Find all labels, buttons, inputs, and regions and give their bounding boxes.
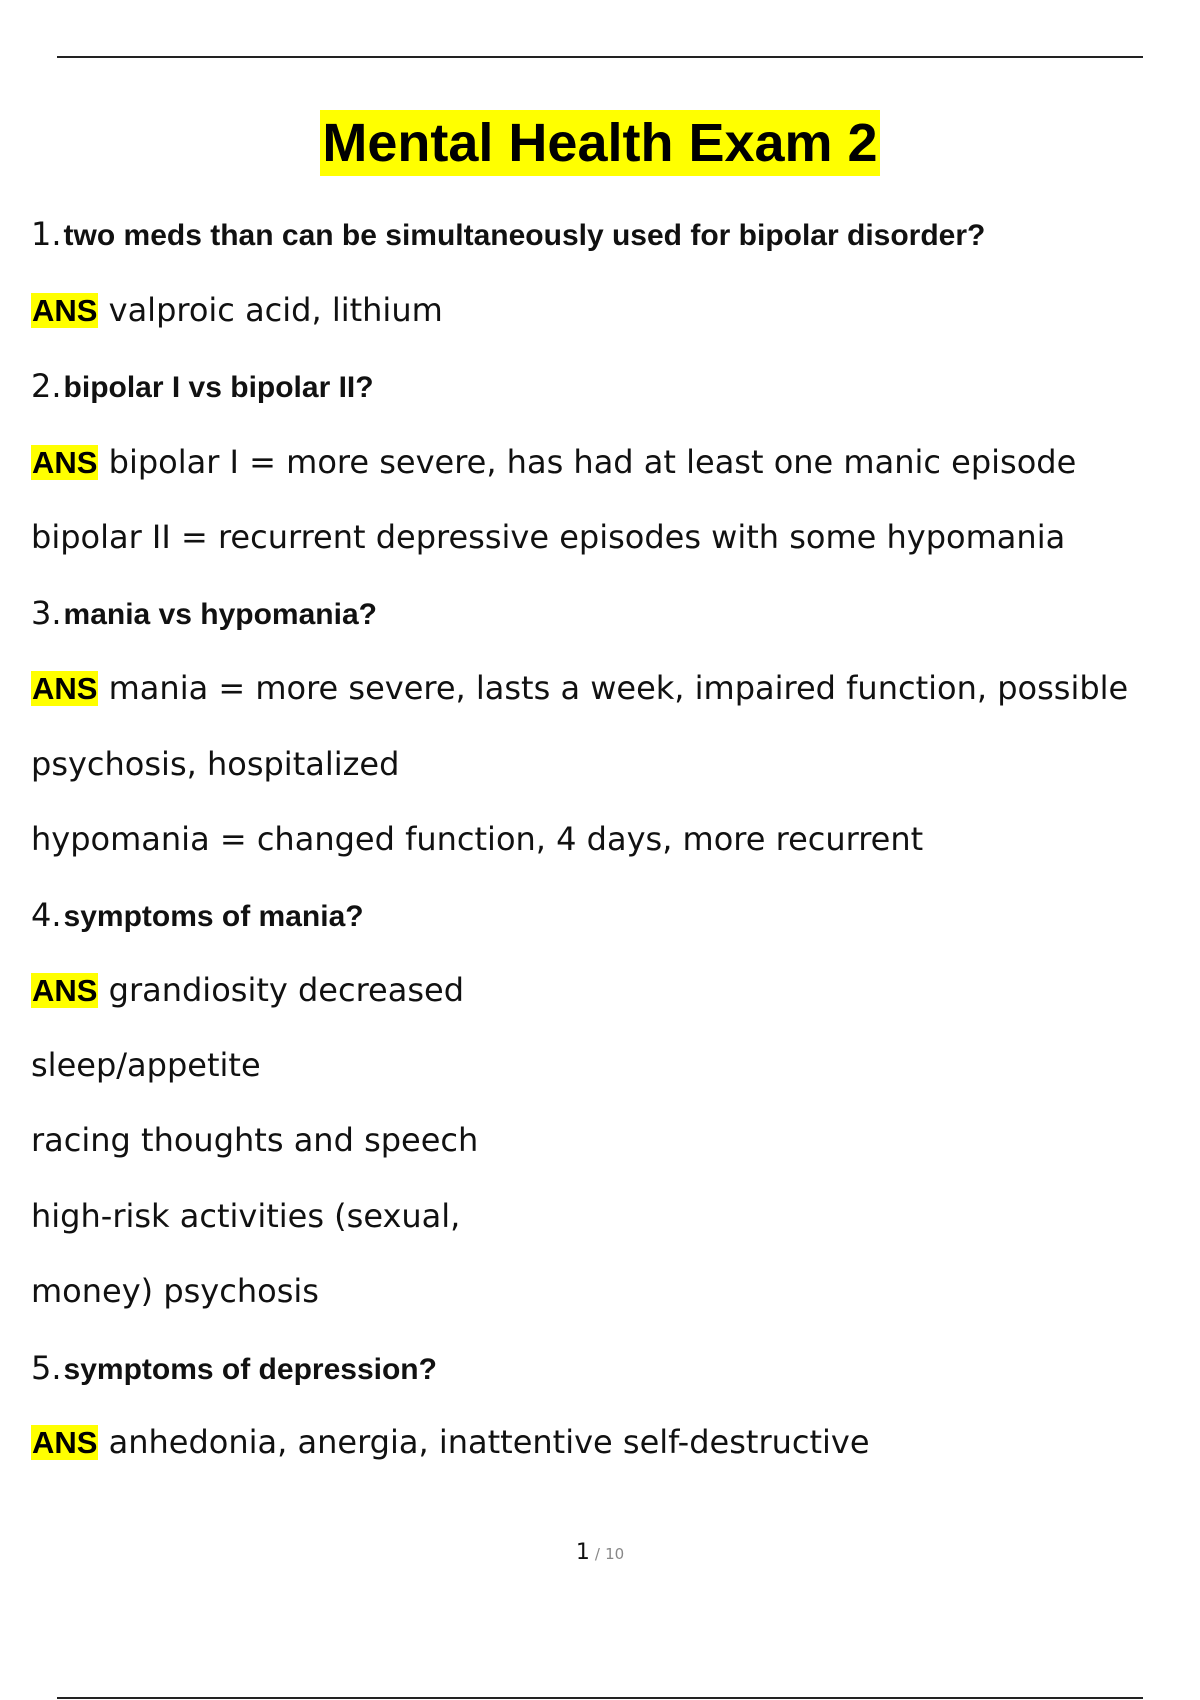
answer-text: bipolar II = recurrent depressive episodes with some hypomania [31, 518, 1066, 556]
question-text: mania vs hypomania? [63, 598, 377, 631]
page-title: Mental Health Exam 2 [320, 110, 879, 176]
question-1 [31, 214, 985, 256]
ans-label: ANS [32, 671, 98, 706]
ans-label: ANS [32, 445, 98, 480]
question-number: 5. [31, 1349, 62, 1387]
answer-text: sleep/appetite [31, 1046, 261, 1084]
answer-text: racing thoughts and speech [31, 1121, 479, 1159]
question-number: 3. [31, 594, 62, 632]
page-separator: / [594, 1545, 600, 1563]
total-pages: 10 [605, 1545, 625, 1563]
answer-text: grandiosity decreased [108, 971, 464, 1009]
answer-4-line-2 [31, 1045, 261, 1085]
answer-2-line-1 [31, 442, 1076, 483]
title-block [0, 110, 1200, 176]
answer-5-line-1 [31, 1422, 870, 1463]
answer-text: mania = more severe, lasts a week, impaired function, possible [108, 669, 1129, 707]
question-text: bipolar I vs bipolar II? [63, 371, 374, 404]
question-number: 2. [31, 367, 62, 405]
answer-text: money) psychosis [31, 1272, 319, 1310]
question-5 [31, 1348, 437, 1390]
answer-4-line-5 [31, 1271, 319, 1311]
ans-label: ANS [32, 973, 98, 1008]
question-4 [31, 895, 364, 937]
answer-4-line-4 [31, 1196, 460, 1236]
answer-2-line-2 [31, 517, 1065, 557]
answer-text: psychosis, hospitalized [31, 745, 400, 783]
answer-text: high-risk activities (sexual, [31, 1197, 461, 1235]
ans-label: ANS [32, 293, 98, 328]
answer-3-line-3 [31, 819, 923, 859]
question-2 [31, 366, 374, 408]
top-rule [57, 56, 1143, 58]
question-number: 4. [31, 896, 62, 934]
answer-1-line-1 [31, 290, 443, 331]
current-page: 1 [575, 1540, 590, 1565]
question-text: symptoms of mania? [63, 900, 364, 933]
answer-3-line-2 [31, 744, 399, 784]
question-text: two meds than can be simultaneously used for bipolar disorder? [63, 219, 986, 252]
ans-label: ANS [32, 1425, 98, 1460]
answer-text: valproic acid, lithium [108, 291, 443, 329]
bottom-rule [57, 1697, 1143, 1699]
answer-text: hypomania = changed function, 4 days, more recurrent [31, 820, 924, 858]
page-indicator [0, 1540, 1200, 1565]
answer-3-line-1 [31, 668, 1128, 709]
answer-4-line-1 [31, 970, 464, 1011]
answer-text: bipolar I = more severe, has had at least one manic episode [108, 443, 1077, 481]
question-text: symptoms of depression? [63, 1353, 437, 1386]
answer-text: anhedonia, anergia, inattentive self-destructive [108, 1423, 870, 1461]
question-number: 1. [31, 215, 62, 253]
question-3 [31, 593, 377, 635]
answer-4-line-3 [31, 1120, 478, 1160]
